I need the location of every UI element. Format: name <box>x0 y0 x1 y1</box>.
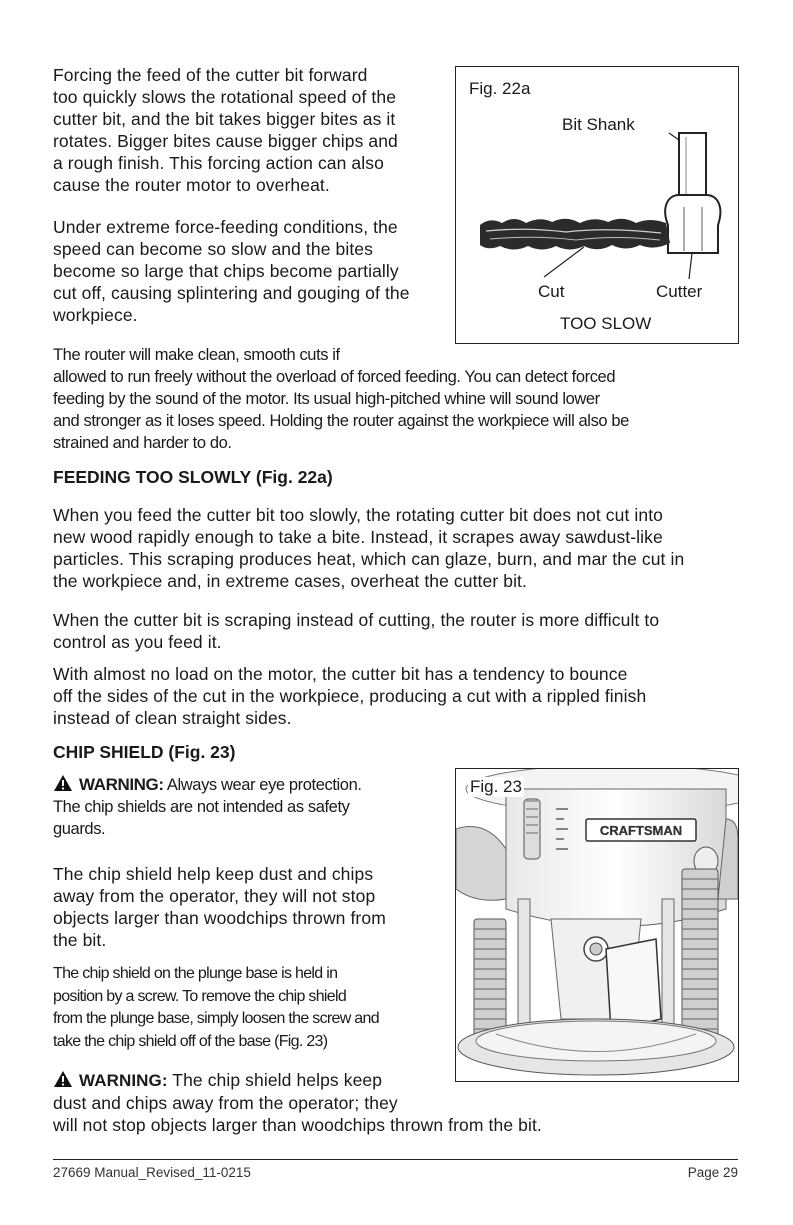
text-line: When you feed the cutter bit too slowly, the rotating cutter bit does not cut into <box>53 505 664 525</box>
text-line: a rough finish. This forcing action can also <box>53 153 384 173</box>
text-line: and stronger as it loses speed. Holding the router against the workpiece will also be <box>53 412 629 430</box>
figure-22a <box>455 66 739 344</box>
cutter-shape <box>665 195 720 253</box>
feeding-slowly-paragraph-2 <box>53 609 659 653</box>
warning-line <box>53 774 362 796</box>
text-line: away from the operator, they will not stop <box>53 886 376 906</box>
sawdust-band <box>480 219 670 250</box>
text-line: cut off, causing splintering and gouging of the <box>53 283 410 303</box>
cut-leader <box>544 247 584 277</box>
bit-shank-label: Bit Shank <box>562 115 635 134</box>
text-line: control as you feed it. <box>53 632 222 652</box>
intro-paragraph-2 <box>53 216 410 326</box>
footer-rule <box>53 1159 738 1160</box>
figure-label: Fig. 23 <box>470 777 522 796</box>
text-line: particles. This scraping produces heat, which can glaze, burn, and mar the cut in <box>53 549 685 569</box>
text-line: The chip shields are not intended as safety <box>53 798 350 816</box>
cut-label: Cut <box>538 282 565 301</box>
router-photo-illustration <box>456 769 738 1081</box>
footer-document-id: 27669 Manual_Revised_11-0215 <box>53 1165 251 1180</box>
cutter-label: Cutter <box>656 282 703 301</box>
section-heading-chip-shield: CHIP SHIELD (Fig. 23) <box>53 742 236 762</box>
intro-paragraph-1 <box>53 64 398 196</box>
text-line: new wood rapidly enough to take a bite. Instead, it scrapes away sawdust-like <box>53 527 663 547</box>
text-line: With almost no load on the motor, the cutter bit has a tendency to bounce <box>53 664 628 684</box>
brand-text: CRAFTSMAN <box>599 823 683 838</box>
warning-triangle-icon <box>53 774 73 792</box>
feeding-slowly-paragraph-1 <box>53 504 684 592</box>
chip-shield-shape <box>606 939 661 1031</box>
text-line: the workpiece and, in extreme cases, overheat the cutter bit. <box>53 571 527 591</box>
warning-text: Always wear eye protection. <box>166 776 362 794</box>
chip-shield-paragraph-1 <box>53 863 386 951</box>
warning-label: WARNING: <box>79 775 164 794</box>
text-line: workpiece. <box>53 305 138 325</box>
text-line: speed can become so slow and the bites <box>53 239 373 259</box>
text-line: allowed to run freely without the overload of forced feeding. You can detect forced <box>53 368 616 386</box>
section-heading-feeding-too-slowly: FEEDING TOO SLOWLY (Fig. 22a) <box>53 467 333 487</box>
intro-paragraph-3 <box>53 344 629 454</box>
footer-page-number: Page 29 <box>687 1165 738 1180</box>
text-line: take the chip shield off of the base (Fig. 23) <box>53 1032 328 1050</box>
text-line: guards. <box>53 820 106 838</box>
text-line: off the sides of the cut in the workpiece, producing a cut with a rippled finish <box>53 686 647 706</box>
text-line: become so large that chips become partially <box>53 261 399 281</box>
warning-triangle-icon <box>53 1070 73 1088</box>
text-line: The chip shield on the plunge base is held in <box>53 965 338 982</box>
text-line: from the plunge base, simply loosen the screw and <box>53 1010 379 1027</box>
figure-23 <box>455 768 739 1082</box>
text-line: instead of clean straight sides. <box>53 708 292 728</box>
text-line: The chip shield help keep dust and chips <box>53 864 374 884</box>
bit-shank-shape <box>679 133 706 197</box>
warning-eye-protection <box>53 774 362 840</box>
text-line: rotates. Bigger bites cause bigger chips and <box>53 131 398 151</box>
feeding-slowly-paragraph-3 <box>53 663 646 729</box>
text-line: the bit. <box>53 930 107 950</box>
text-line: position by a screw. To remove the chip shield <box>53 987 347 1005</box>
text-line: dust and chips away from the operator; they <box>53 1093 398 1113</box>
text-line: The router will make clean, smooth cuts if <box>53 346 340 364</box>
text-line: When the cutter bit is scraping instead of cutting, the router is more difficult to <box>53 610 660 630</box>
text-line: cause the router motor to overheat. <box>53 175 330 195</box>
text-line: strained and harder to do. <box>53 434 232 452</box>
text-line: Forcing the feed of the cutter bit forward <box>53 65 368 85</box>
chip-shield-paragraph-2 <box>53 963 379 1053</box>
text-line: too quickly slows the rotational speed of the <box>53 87 397 107</box>
cutter-leader <box>689 253 692 279</box>
text-line: feeding by the sound of the motor. Its usual high-pitched whine will sound lower <box>53 390 600 408</box>
text-line: objects larger than woodchips thrown from <box>53 908 386 928</box>
text-line: Under extreme force-feeding conditions, the <box>53 217 398 237</box>
figure-label: Fig. 22a <box>469 79 531 98</box>
warning-label: WARNING: <box>79 1071 168 1090</box>
figure-caption: TOO SLOW <box>560 314 652 333</box>
text-line: cutter bit, and the bit takes bigger bites as it <box>53 109 396 129</box>
text-line: will not stop objects larger than woodchips thrown from the bit. <box>53 1115 542 1135</box>
warning-text: The chip shield helps keep <box>172 1070 383 1090</box>
